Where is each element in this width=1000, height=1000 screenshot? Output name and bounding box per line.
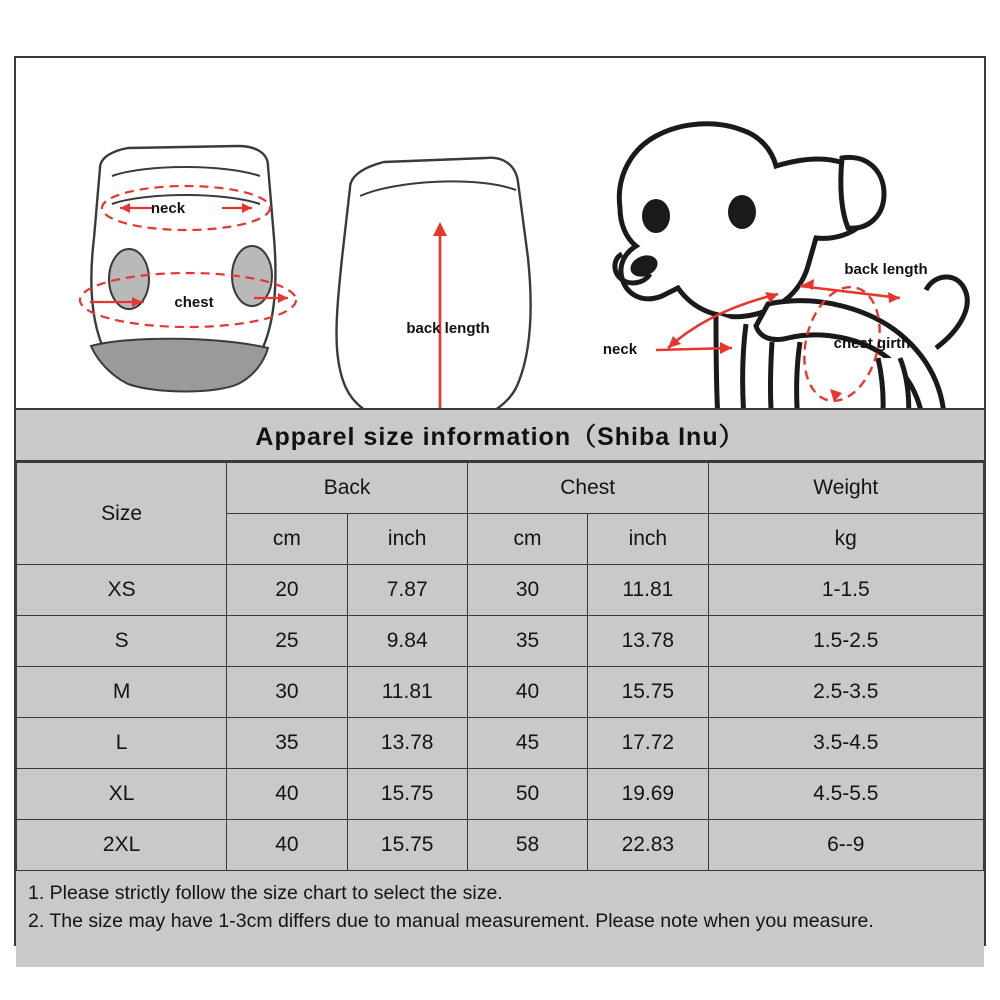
- cell-back-cm: 20: [227, 565, 347, 616]
- cell-back-cm: 30: [227, 667, 347, 718]
- garment-front-chest-label: chest: [174, 294, 214, 311]
- cell-chest-inch: 11.81: [588, 565, 708, 616]
- cell-chest-cm: 58: [467, 820, 587, 871]
- cell-back-inch: 13.78: [347, 718, 467, 769]
- garment-front-neck-label: neck: [150, 200, 186, 217]
- table-header-row-group: [17, 463, 984, 514]
- header-chest-inch: inch: [588, 514, 708, 565]
- cell-back-inch: 15.75: [347, 769, 467, 820]
- cell-size: M: [17, 667, 227, 718]
- table-row: [17, 616, 984, 667]
- size-table: [16, 462, 984, 871]
- cell-back-cm: 40: [227, 769, 347, 820]
- cell-back-cm: 25: [227, 616, 347, 667]
- table-row: [17, 667, 984, 718]
- page-title: Apparel size information（Shiba Inu）: [255, 423, 745, 451]
- cell-chest-inch: 19.69: [588, 769, 708, 820]
- illustration-band: [16, 58, 984, 410]
- cell-back-inch: 11.81: [347, 667, 467, 718]
- garment-back-length-label: back length: [406, 320, 490, 337]
- cell-size: XS: [17, 565, 227, 616]
- header-chest: Chest: [467, 463, 708, 514]
- header-weight: Weight: [708, 463, 983, 514]
- table-row: [17, 565, 984, 616]
- size-chart-sheet: [14, 56, 986, 946]
- title-band: [16, 410, 984, 462]
- cell-chest-inch: 13.78: [588, 616, 708, 667]
- dog-chest-girth-label: chest girth: [833, 335, 911, 352]
- cell-weight: 2.5-3.5: [708, 667, 983, 718]
- cell-size: L: [17, 718, 227, 769]
- cell-size: XL: [17, 769, 227, 820]
- cell-weight: 4.5-5.5: [708, 769, 983, 820]
- notes-section: [16, 871, 984, 967]
- header-chest-cm: cm: [467, 514, 587, 565]
- header-size: Size: [17, 463, 227, 565]
- cell-weight: 1-1.5: [708, 565, 983, 616]
- cell-chest-inch: 17.72: [588, 718, 708, 769]
- cell-chest-inch: 15.75: [588, 667, 708, 718]
- cell-weight: 6--9: [708, 820, 983, 871]
- header-back-inch: inch: [347, 514, 467, 565]
- header-back: Back: [227, 463, 468, 514]
- cell-chest-cm: 50: [467, 769, 587, 820]
- cell-size: 2XL: [17, 820, 227, 871]
- table-row: [17, 769, 984, 820]
- dog-neck-label: neck: [602, 341, 638, 358]
- garment-back-illustration: [337, 158, 531, 408]
- cell-back-inch: 7.87: [347, 565, 467, 616]
- cell-chest-cm: 40: [467, 667, 587, 718]
- header-back-cm: cm: [227, 514, 347, 565]
- note-line-1: 1. Please strictly follow the size chart to select the size.: [28, 882, 503, 904]
- illustration-svg: [16, 58, 984, 408]
- cell-size: S: [17, 616, 227, 667]
- cell-back-cm: 40: [227, 820, 347, 871]
- cell-chest-cm: 30: [467, 565, 587, 616]
- note-line-2: 2. The size may have 1-3cm differs due to manual measurement. Please note when you measure.: [28, 910, 874, 933]
- table-row: [17, 820, 984, 871]
- cell-chest-cm: 45: [467, 718, 587, 769]
- cell-back-inch: 9.84: [347, 616, 467, 667]
- cell-weight: 1.5-2.5: [708, 616, 983, 667]
- cell-back-inch: 15.75: [347, 820, 467, 871]
- dog-back-length-label: back length: [844, 261, 928, 278]
- cell-chest-cm: 35: [467, 616, 587, 667]
- garment-front-illustration: [80, 146, 296, 392]
- cell-back-cm: 35: [227, 718, 347, 769]
- table-row: [17, 718, 984, 769]
- cell-chest-inch: 22.83: [588, 820, 708, 871]
- cell-weight: 3.5-4.5: [708, 718, 983, 769]
- dog-illustration: [603, 124, 967, 408]
- header-weight-kg: kg: [708, 514, 983, 565]
